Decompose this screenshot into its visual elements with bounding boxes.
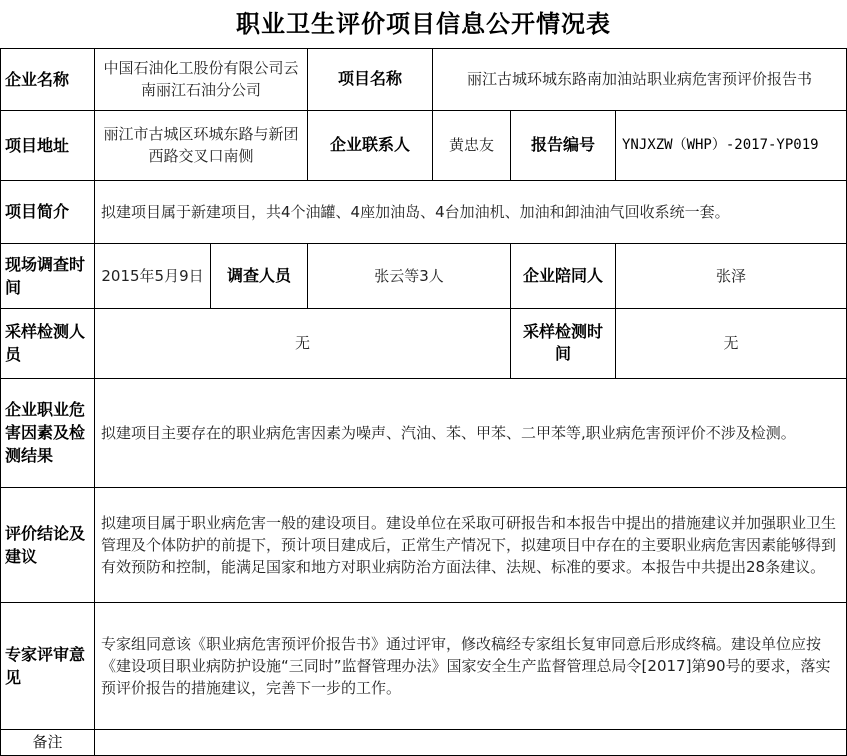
survey-time-label: 现场调查时间 — [1, 243, 95, 308]
remark-value — [95, 729, 847, 755]
sampling-staff-label: 采样检测人员 — [1, 308, 95, 378]
company-contact-label: 企业联系人 — [308, 110, 433, 180]
hazard-factors-label: 企业职业危害因素及检测结果 — [1, 378, 95, 487]
project-address-value: 丽江市古城区环城东路与新团西路交叉口南侧 — [95, 110, 308, 180]
conclusion-label: 评价结论及建议 — [1, 487, 95, 602]
project-name-value: 丽江古城环城东路南加油站职业病危害预评价报告书 — [433, 48, 847, 110]
page-title: 职业卫生评价项目信息公开情况表 — [1, 0, 847, 48]
project-intro-label: 项目简介 — [1, 180, 95, 243]
survey-time-value: 2015年5月9日 — [95, 243, 211, 308]
surveyors-value: 张云等3人 — [308, 243, 511, 308]
project-intro-value: 拟建项目属于新建项目，共4个油罐、4座加油岛、4台加油机、加油和卸油油气回收系统一套。 — [95, 180, 847, 243]
sampling-staff-value: 无 — [95, 308, 511, 378]
hazard-factors-value: 拟建项目主要存在的职业病危害因素为噪声、汽油、苯、甲苯、二甲苯等,职业病危害预评价不涉及检测。 — [95, 378, 847, 487]
expert-review-value: 专家组同意该《职业病危害预评价报告书》通过评审，修改稿经专家组长复审同意后形成终稿。建设单位应按《建设项目职业病防护设施“三同时”监督管理办法》国家安全生产监督管理总局令[2017]第90号的要求，落实预评价报告的措施建议，完善下一步的工作。 — [95, 602, 847, 729]
project-address-label: 项目地址 — [1, 110, 95, 180]
report-number-label: 报告编号 — [511, 110, 616, 180]
company-name-label: 企业名称 — [1, 48, 95, 110]
project-name-label: 项目名称 — [308, 48, 433, 110]
conclusion-value: 拟建项目属于职业病危害一般的建设项目。建设单位在采取可研报告和本报告中提出的措施建议并加强职业卫生管理及个体防护的前提下，预计项目建成后，正常生产情况下，拟建项目中存在的主要职业病危害因素能够得到有效预防和控制，能满足国家和地方对职业病防治方面法律、法规、标准的要求。本报告中共提出28条建议。 — [95, 487, 847, 602]
expert-review-label: 专家评审意见 — [1, 602, 95, 729]
surveyors-label: 调查人员 — [211, 243, 308, 308]
company-name-value: 中国石油化工股份有限公司云南丽江石油分公司 — [95, 48, 308, 110]
sampling-time-value: 无 — [616, 308, 847, 378]
report-number-value: YNJXZW（WHP）-2017-YP019 — [616, 110, 847, 180]
company-contact-value: 黄忠友 — [433, 110, 511, 180]
remark-label: 备注 — [1, 729, 95, 755]
company-escort-value: 张泽 — [616, 243, 847, 308]
company-escort-label: 企业陪同人 — [511, 243, 616, 308]
sampling-time-label: 采样检测时间 — [511, 308, 616, 378]
